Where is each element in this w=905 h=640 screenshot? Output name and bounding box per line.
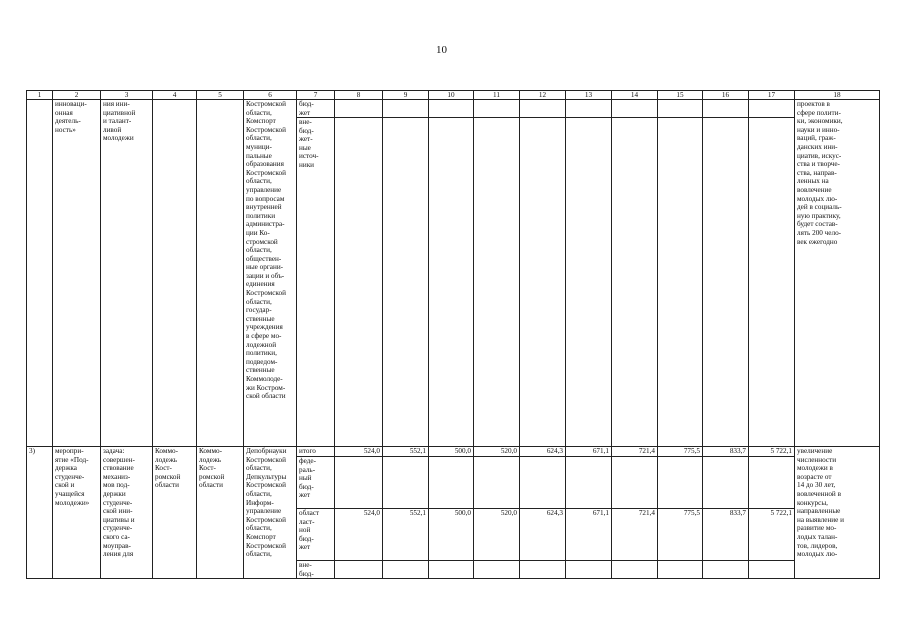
header-cell: 14	[612, 91, 658, 100]
table-row-measure-3	[27, 447, 880, 579]
cell-year-value	[383, 100, 429, 447]
cell-participants: Депобрнауки Костромской области, Депкультуры Костромской области, Информ- управление Костромской области, Комспорт Костромской области,	[244, 447, 297, 579]
header-cell: 3	[101, 91, 153, 100]
cell-year-value: 500,0 500,0	[429, 447, 474, 579]
source-regional: област ласт- ной бюд- жет	[297, 509, 334, 561]
header-cell: 18	[795, 91, 880, 100]
header-cell: 11	[474, 91, 520, 100]
header-cell: 13	[566, 91, 612, 100]
cell-sources	[297, 447, 335, 579]
cell-year-value: 552,1 552,1	[383, 447, 429, 579]
cell-num: 3)	[27, 447, 53, 579]
cell-year-value: 671,1 671,1	[566, 447, 612, 579]
header-cell: 2	[53, 91, 101, 100]
source-total: итого	[297, 447, 334, 457]
source-extrabudget: вне- бюд-	[299, 561, 314, 578]
cell-year-value: 520,0 520,0	[474, 447, 520, 579]
cell-total-value	[749, 100, 795, 447]
page-number: 10	[436, 44, 447, 56]
header-cell: 9	[383, 91, 429, 100]
cell-year-value	[335, 100, 383, 447]
source-budget: бюд- жет	[297, 100, 334, 118]
cell-year-value	[658, 100, 703, 447]
cell-year-value	[566, 100, 612, 447]
header-cell: 15	[658, 91, 703, 100]
cell-coordinator: Коммо- лодежь Кост- ромской области	[197, 447, 244, 579]
cell-total-value: 5 722,1 5 722,1	[749, 447, 795, 579]
cell-year-value: 524,0 524,0	[335, 447, 383, 579]
header-cell: 16	[703, 91, 749, 100]
cell-coordinator	[197, 100, 244, 447]
header-cell: 4	[153, 91, 197, 100]
cell-year-value	[474, 100, 520, 447]
cell-measure: меропри- ятие «Под- держка студенче- ской и учащейся молодежи»	[53, 447, 101, 579]
cell-num	[27, 100, 53, 447]
cell-year-value	[612, 100, 658, 447]
header-cell: 6	[244, 91, 297, 100]
source-extrabudget: вне- бюд- жет- ные источ- ники	[299, 118, 319, 169]
cell-result: увеличение численности молодежи в возрасте от 14 до 30 лет, вовлеченной в конкурсы, направленные на выявление и развитие мо- лодых талан- тов, лидеров, молодых лю-	[795, 447, 880, 579]
header-cell: 17	[749, 91, 795, 100]
cell-year-value: 833,7 833,7	[703, 447, 749, 579]
cell-year-value: 721,4 721,4	[612, 447, 658, 579]
header-cell: 1	[27, 91, 53, 100]
header-cell: 10	[429, 91, 474, 100]
cell-responsible	[153, 100, 197, 447]
table-row-continuation	[27, 100, 880, 447]
cell-year-value	[520, 100, 566, 447]
cell-responsible: Коммо- лодежь Кост- ромской области	[153, 447, 197, 579]
cell-year-value: 775,5 775,5	[658, 447, 703, 579]
cell-task: задача: совершен- ствование механиз- мов под- держки студенче- ской ини- циативы и студенче- ского са- моуправ- ления для	[101, 447, 153, 579]
cell-year-value	[429, 100, 474, 447]
cell-year-value: 624,3 624,3	[520, 447, 566, 579]
cell-year-value	[703, 100, 749, 447]
cell-task: ния ини- циативной и талант- ливой молодежи	[101, 100, 153, 447]
header-cell: 5	[197, 91, 244, 100]
header-row	[27, 91, 880, 100]
cell-sources	[297, 100, 335, 447]
budget-table	[26, 90, 880, 579]
cell-result: проектов в сфере полити- ки, экономики, науки и инно- ваций, граж- данских ини- циатив, искус- ства и творче- ства, направ- ленных на вовлечение молодых лю- дей в социаль- ную практику, будет состав- лять 200 чело- век ежегодно	[795, 100, 880, 447]
cell-participants: Костромской области, Комспорт Костромской области, муници- пальные образования Костромской области, управление по вопросам внутренней политики администра- ции Ко- стромской области, обществен- ные органи- зации и объ- единения Костромской области, государ- ственные учреждения в сфере мо- лодежной политики, подведом- ственные Коммолоде- жи Костром- ской области	[244, 100, 297, 447]
header-cell: 12	[520, 91, 566, 100]
header-cell: 7	[297, 91, 335, 100]
header-cell: 8	[335, 91, 383, 100]
source-federal: феде- раль- ный бюд- жет	[297, 457, 334, 509]
cell-measure: инноваци- онная деятель- ность»	[53, 100, 101, 447]
